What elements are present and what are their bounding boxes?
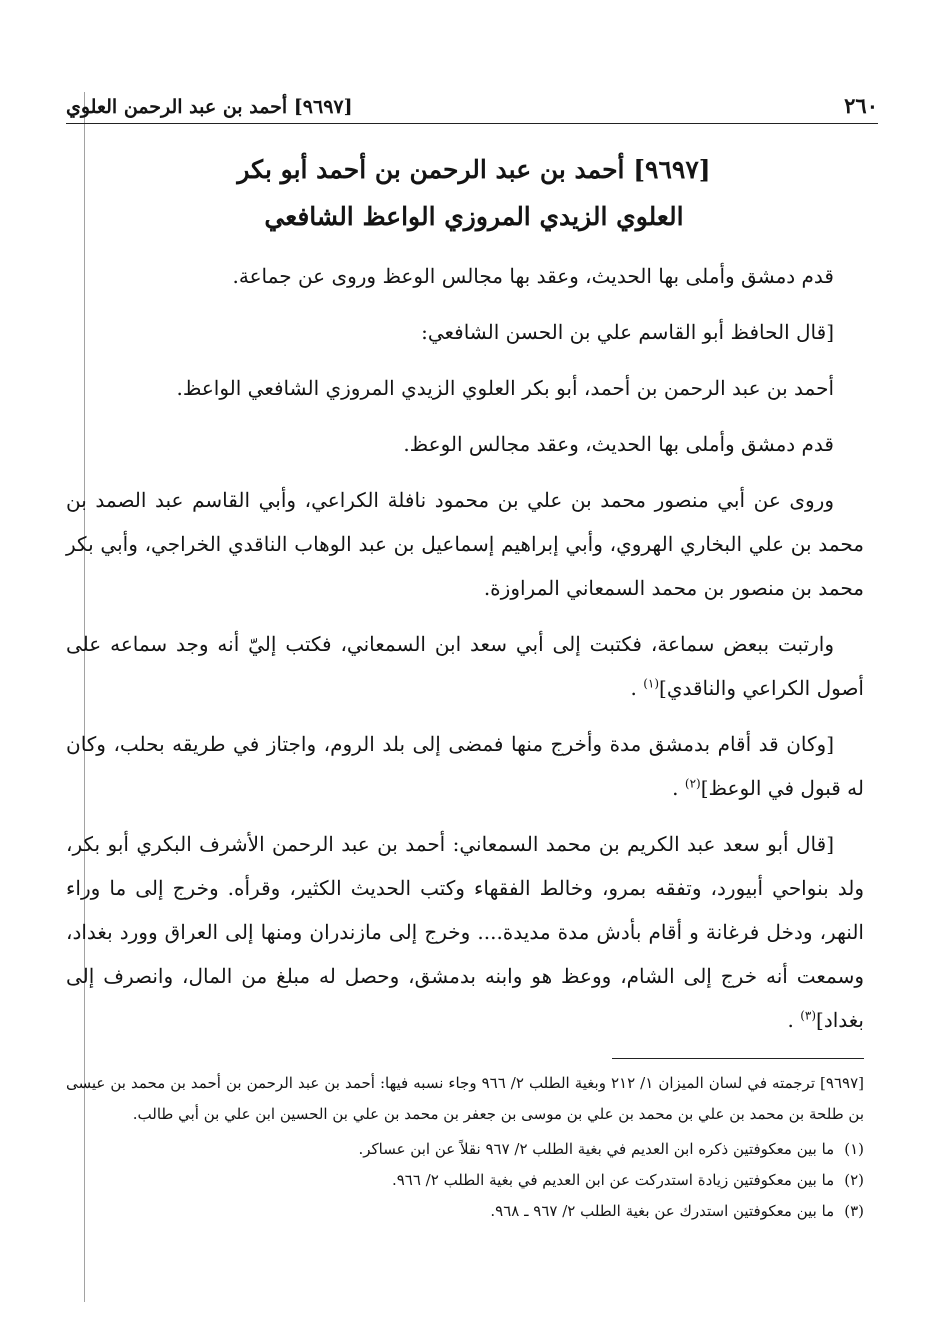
footnote-bio-number: [٩٦٩٧] xyxy=(820,1074,864,1092)
paragraph-2: [قال الحافظ أبو القاسم علي بن الحسن الشافعي: xyxy=(421,320,834,344)
paragraph-7-text: [وكان قد أقام بدمشق مدة وأخرج منها فمضى إلى بلد الروم، واجتاز في طريقه بحلب، وكان له قبول في الوعظ] xyxy=(66,732,864,800)
paragraph-8-text: [قال أبو سعد عبد الكريم بن محمد السمعاني: أحمد بن عبد الرحمن الأشرف البكري أبو بكر، ولد بنواحي أبيورد، وتفقه بمرو، وخالط الفقهاء وكتب الحديث الكثير، وقرأه. وخرج إلى ما وراء النهر، ودخل فرغانة و أقام بأدش مدة مديدة.... وخرج إلى مازندران ومنها إلى العراق وورد بغداد، وسمعت أنه خرج إلى الشام، ووعظ هو وابنه بدمشق، وحصل له مبلغ من المال، وانصرف إلى بغداد] xyxy=(66,832,864,1032)
footnote-number: (٢) xyxy=(844,1171,864,1189)
paragraph-1: قدم دمشق وأملى بها الحديث، وعقد بها مجالس الوعظ وروى عن جماعة. xyxy=(232,264,834,288)
entry-title xyxy=(120,146,828,240)
paragraph-6 xyxy=(66,622,864,710)
footnote-number: (٣) xyxy=(844,1202,864,1220)
footnote-ref-1[interactable]: (١) xyxy=(643,676,660,691)
footnote-ref-2[interactable]: (٢) xyxy=(684,776,701,791)
entry-title-line-1: [٩٦٩٧] أحمد بن عبد الرحمن بن أحمد أبو بكر xyxy=(237,155,711,184)
footnote-text: ما بين معكوفتين ذكره ابن العديم في بغية الطلب ٢/ ٩٦٧ نقلاً عن ابن عساكر. xyxy=(358,1140,835,1158)
footnote-bio xyxy=(66,1068,864,1130)
paragraph-8 xyxy=(66,822,864,1042)
footnote-number: (١) xyxy=(844,1140,864,1158)
paragraph-6-end: . xyxy=(630,676,637,700)
footnote-item xyxy=(66,1196,864,1227)
entry-body xyxy=(66,254,864,1054)
paragraph-6-text: وارتبت ببعض سماعة، فكتبت إلى أبي سعد ابن السمعاني، فكتب إليّ أنه وجد سماعه على أصول الكراعي والناقدي] xyxy=(66,632,864,700)
footnote-text: ما بين معكوفتين استدرك عن بغية الطلب ٢/ ٩٦٧ ـ ٩٦٨. xyxy=(490,1202,835,1220)
footnote-bio-text: ترجمته في لسان الميزان ١/ ٢١٢ وبغية الطلب ٢/ ٩٦٦ وجاء نسبه فيها: أحمد بن عبد الرحمن بن أحمد بن محمد بن عيسى بن طلحة بن محمد بن علي بن محمد بن علي بن موسى بن جعفر بن محمد بن علي بن الحسين ابن علي بن أبي طالب. xyxy=(66,1074,864,1123)
footnote-item xyxy=(66,1134,864,1165)
footnotes xyxy=(66,1068,864,1227)
running-header xyxy=(66,82,878,124)
footnote-text: ما بين معكوفتين زيادة استدركت عن ابن العديم في بغية الطلب ٢/ ٩٦٦. xyxy=(391,1171,835,1189)
paragraph-5: وروى عن أبي منصور محمد بن علي بن محمود نافلة الكراعي، وأبي القاسم عبد الصمد بن محمد بن علي البخاري الهروي، وأبي إبراهيم إسماعيل بن عبد الوهاب الناقدي الخراجي، وأبي بكر محمد بن منصور بن محمد السمعاني المراوزة. xyxy=(66,488,864,600)
paragraph-8-end: . xyxy=(787,1008,794,1032)
footnote-separator xyxy=(612,1058,864,1059)
page-number: ٢٦٠ xyxy=(844,93,878,118)
footnote-ref-3[interactable]: (٣) xyxy=(800,1008,817,1023)
paragraph-7 xyxy=(66,722,864,810)
paragraph-3: أحمد بن عبد الرحمن بن أحمد، أبو بكر العلوي الزيدي المروزي الشافعي الواعظ. xyxy=(176,376,834,400)
entry-title-line-2: العلوي الزيدي المروزي الواعظ الشافعي xyxy=(264,202,684,231)
running-title: [٩٦٩٧] أحمد بن عبد الرحمن العلوي xyxy=(66,96,353,118)
footnote-item xyxy=(66,1165,864,1196)
paragraph-7-end: . xyxy=(672,776,679,800)
paragraph-4: قدم دمشق وأملى بها الحديث، وعقد مجالس الوعظ. xyxy=(403,432,834,456)
